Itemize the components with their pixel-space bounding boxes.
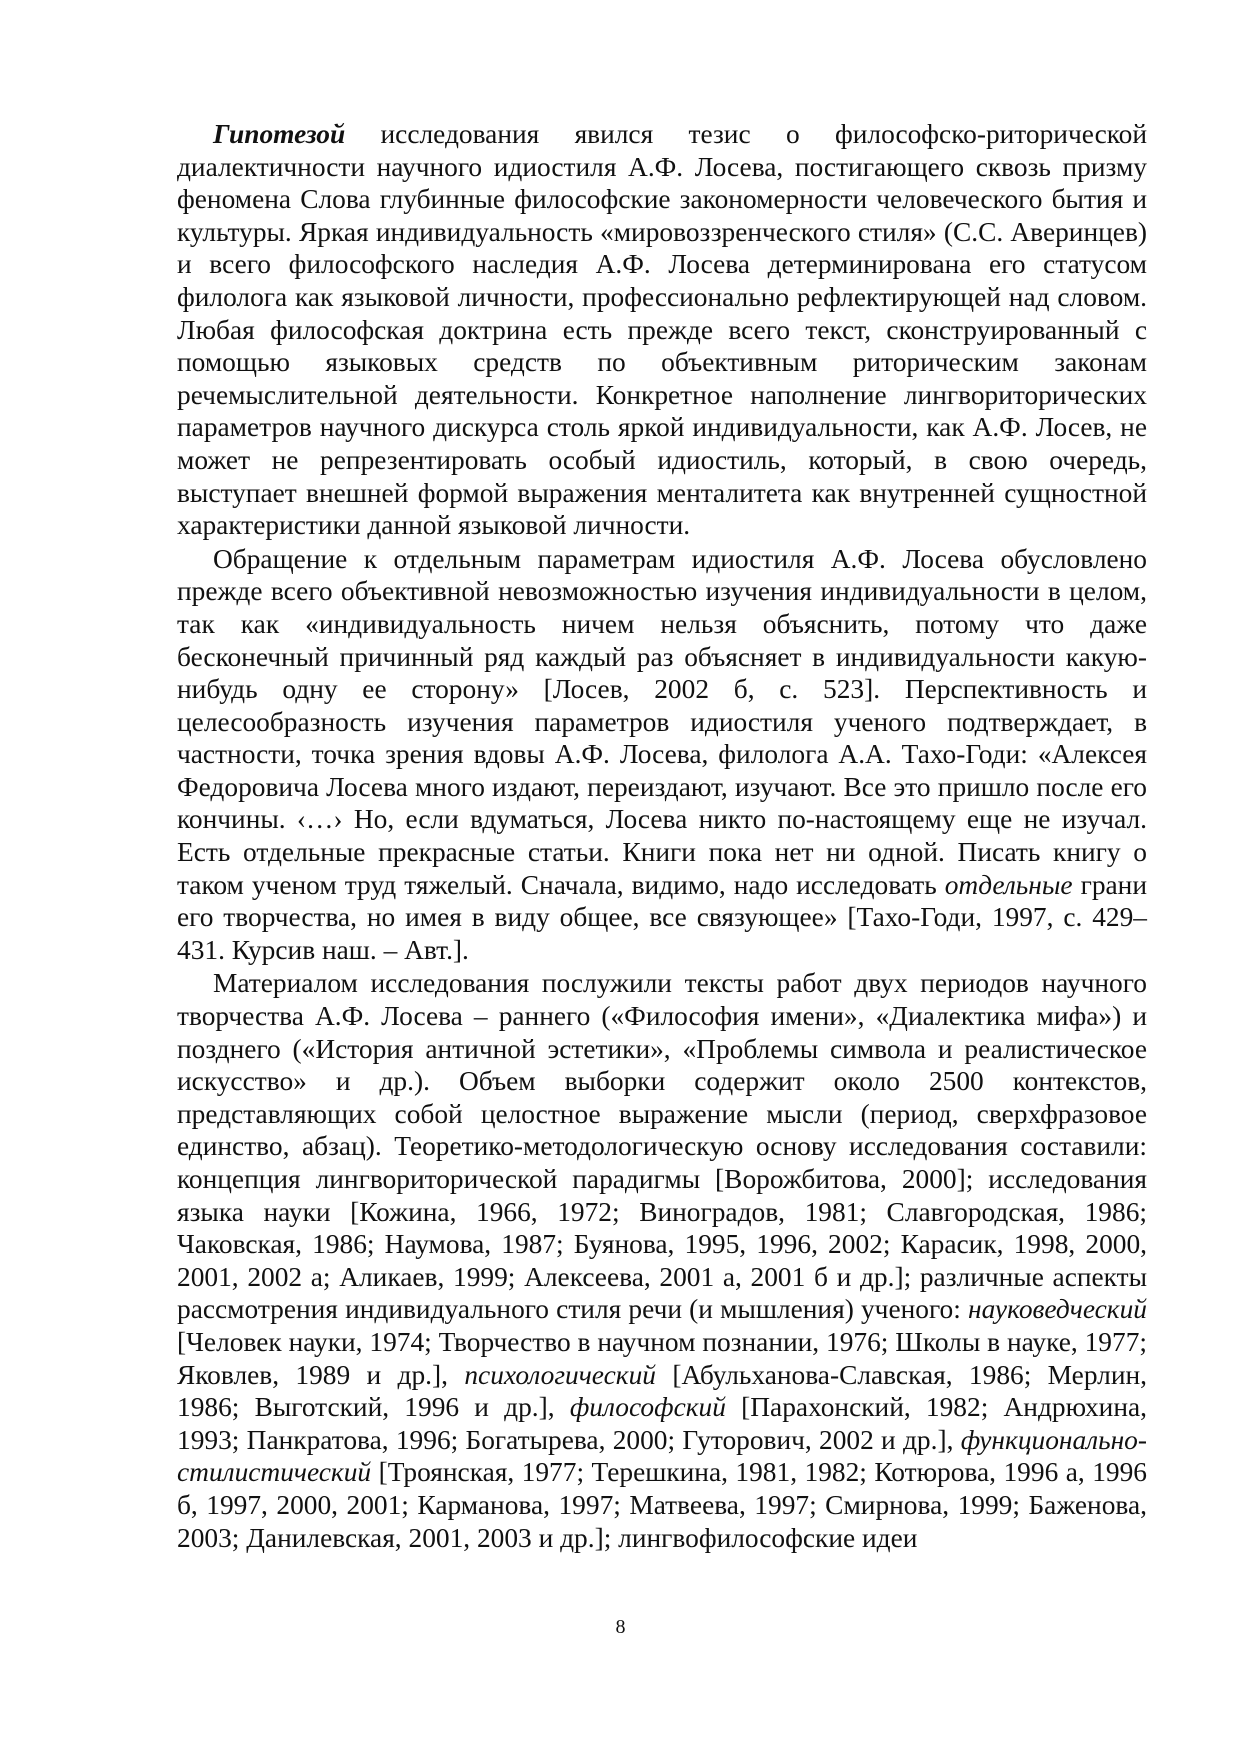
italic-term: философский	[569, 1392, 726, 1423]
italic-term: психологический	[464, 1359, 656, 1390]
paragraph-material	[177, 967, 1147, 1554]
page-number: 8	[615, 1616, 626, 1638]
text-run: [Абульханова-Славская, 1986; Мерлин, 1986; Выготский, 1996 и др.],	[177, 1359, 1147, 1423]
text-run: [Троянская, 1977; Терешкина, 1981, 1982; Котюрова, 1996 а, 1996 б, 1997, 2000, 2001; Карманова, 1997; Матвеева, 1997; Смирнова, 1999; Баженова, 2003; Данилевская, 2001, 2003 и др.]; лингвофилософские идеи	[177, 1457, 1147, 1553]
text-run: [Парахонский, 1982; Андрюхина, 1993; Панкратова, 1996; Богатырева, 2000; Гуторович, 2002 и др.],	[177, 1392, 1147, 1455]
italic-term: науковедческий	[968, 1294, 1147, 1325]
italic-term: отдельные	[944, 869, 1073, 900]
text-run: [Человек науки, 1974; Творчество в научном познании, 1976; Школы в науке, 1977; Яковлев, 1989 и др.],	[177, 1326, 1147, 1390]
paragraph-hypothesis	[177, 118, 1147, 542]
paragraph-parameters	[177, 543, 1147, 967]
emphasis-term: Гипотезой	[213, 119, 346, 149]
document-page	[177, 118, 1147, 1554]
text-run: исследования явился тезис о философско-риторической диалектичности научного идиостиля А.Ф. Лосева, постигающего сквозь призму феномена Слова глубинные философские закономерности человеческого бытия и культуры. Яркая индивидуальность «мировоззренческого стиля» (С.С. Аверинцев) и всего философского наследия А.Ф. Лосева детерминирована его статусом филолога как языковой личности, профессионально рефлектирующей над словом. Любая философская доктрина есть прежде всего текст, сконструированный с помощью языковых средств по объективным риторическим законам речемыслительной деятельности. Конкретное наполнение лингвориторических параметров научного дискурса столь яркой индивидуальности, как А.Ф. Лосев, не может не репрезентировать особый идиостиль, который, в свою очередь, выступает внешней формой выражения менталитета как внутренней сущностной характеристики данной языковой личности.	[177, 119, 1147, 541]
text-run: грани его творчества, но имея в виду общее, все связующее» [Тахо-Годи, 1997, с. 429–431. Курсив наш. – Авт.].	[177, 869, 1147, 965]
text-run: Материалом исследования послужили тексты работ двух периодов научного творчества А.Ф. Лосева – раннего («Философия имени», «Диалектика мифа») и позднего («История античной эстетики», «Проблемы символа и реалистическое искусство» и др.). Объем выборки содержит около 2500 контекстов, представляющих собой целостное выражение мысли (период, сверхфразовое единство, абзац). Теоретико-методологическую основу исследования составили: концепция лингвориторической парадигмы [Ворожбитова, 2000]; исследования языка науки [Кожина, 1966, 1972; Виноградов, 1981; Славгородская, 1986; Чаковская, 1986; Наумова, 1987; Буянова, 1995, 1996, 2002; Карасик, 1998, 2000, 2001, 2002 а; Аликаев, 1999; Алексеева, 2001 а, 2001 б и др.]; различные аспекты рассмотрения индивидуального стиля речи (и мышления) ученого:	[177, 968, 1147, 1325]
italic-term: функционально-стилистический	[177, 1424, 1147, 1488]
text-run: Обращение к отдельным параметрам идиостиля А.Ф. Лосева обусловлено прежде всего объективной невозможностью изучения индивидуальности в целом, так как «индивидуальность ничем нельзя объяснить, потому что даже бесконечный причинный ряд каждый раз объясняет в индивидуальности какую-нибудь одну ее сторону» [Лосев, 2002 б, с. 523]. Перспективность и целесообразность изучения параметров идиостиля ученого подтверждает, в частности, точка зрения вдовы А.Ф. Лосева, филолога А.А. Тахо-Годи: «Алексея Федоровича Лосева много издают, переиздают, изучают. Все это пришло после его кончины. ‹…› Но, если вдуматься, Лосева никто по-настоящему еще не изучал. Есть отдельные прекрасные статьи. Книги пока нет ни одной. Писать книгу о таком ученом труд тяжелый. Сначала, видимо, надо исследовать	[177, 543, 1147, 900]
